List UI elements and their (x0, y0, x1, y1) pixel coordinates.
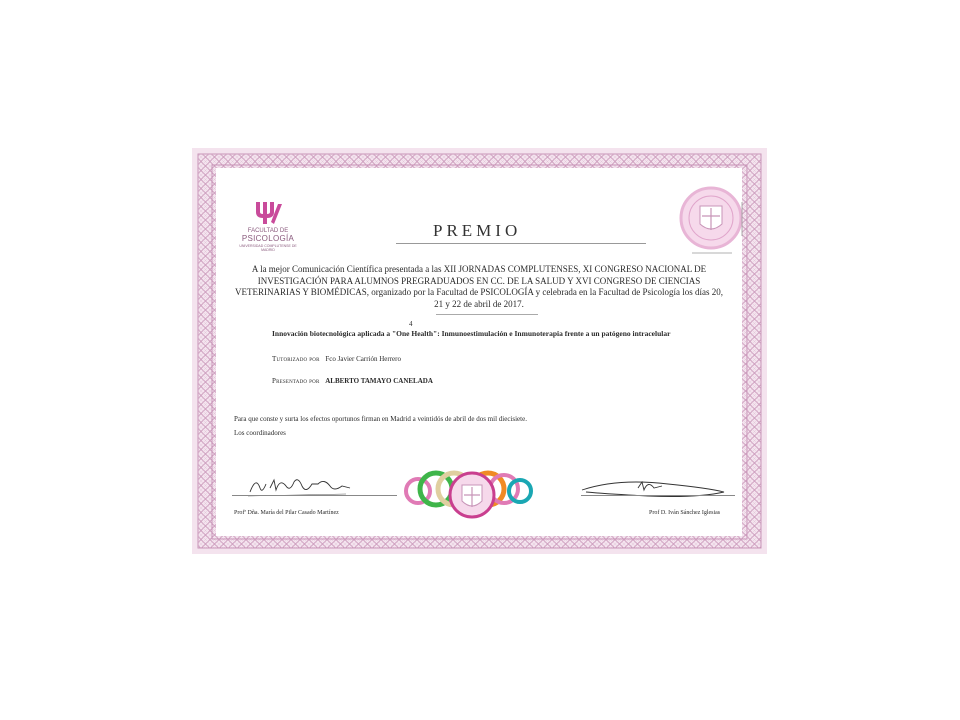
intro-line: VETERINARIAS Y BIOMÉDICAS, organizado por la Facultad de PSICOLOGÍA y celebrada en la Facultad de Psicología los días 20, (234, 287, 724, 297)
author-line (272, 377, 433, 385)
signatory-left: Profª Dña. María del Pilar Casado Martínez (234, 510, 339, 516)
project-title: Innovación biotecnológica aplicada a "One Health": Inmunoestimulación e Inmunoterapia frente a un patógeno intracelular (272, 329, 671, 338)
certificate-title: PREMIO (433, 221, 522, 240)
author-label: Presentado por (272, 377, 320, 385)
signature-right-icon (578, 474, 728, 502)
intro-line: INVESTIGACIÓN PARA ALUMNOS PREGRADUADOS EN CC. DE LA SALUD Y XVI CONGRESO DE CIENCIAS (257, 275, 701, 286)
signature-line-right (581, 495, 735, 496)
author-name: ALBERTO TAMAYO CANELADA (325, 377, 433, 385)
title-divider (396, 243, 646, 244)
certificate-body (216, 168, 742, 536)
psi-logo-icon (254, 198, 282, 226)
logo-text-university: UNIVERSIDAD COMPLUTENSE DE MADRID (239, 244, 297, 252)
signature-left-icon (246, 470, 356, 498)
congress-rings-emblem (396, 465, 546, 525)
signature-line-left (232, 495, 397, 496)
intro-line: A la mejor Comunicación Científica presentada a las XII JORNADAS COMPLUTENSES, XI CONGRESO NACIONAL DE (251, 264, 707, 274)
certificate (192, 148, 767, 554)
logo-text-faculty: FACULTAD DE (247, 228, 289, 234)
intro-divider (436, 314, 538, 315)
logo-text-psychology: PSICOLOGÍA (241, 234, 295, 243)
tutor-line (272, 355, 401, 363)
intro-paragraph (216, 264, 742, 310)
intro-line: 21 y 22 de abril de 2017. (434, 298, 524, 309)
closing-statement: Para que conste y surta los efectos oportunos firman en Madrid a veintidós de abril de dos mil diecisiete. (234, 415, 527, 423)
university-seal-icon (678, 182, 748, 256)
tutor-name: Fco Javier Carrión Herrero (325, 355, 401, 363)
coordinators-label: Los coordinadores (234, 429, 286, 437)
tutor-label: Tutorizado por (272, 355, 320, 363)
signatory-right: Prof D. Iván Sánchez Iglesias (649, 510, 721, 516)
handwritten-number: 4 (409, 320, 413, 328)
